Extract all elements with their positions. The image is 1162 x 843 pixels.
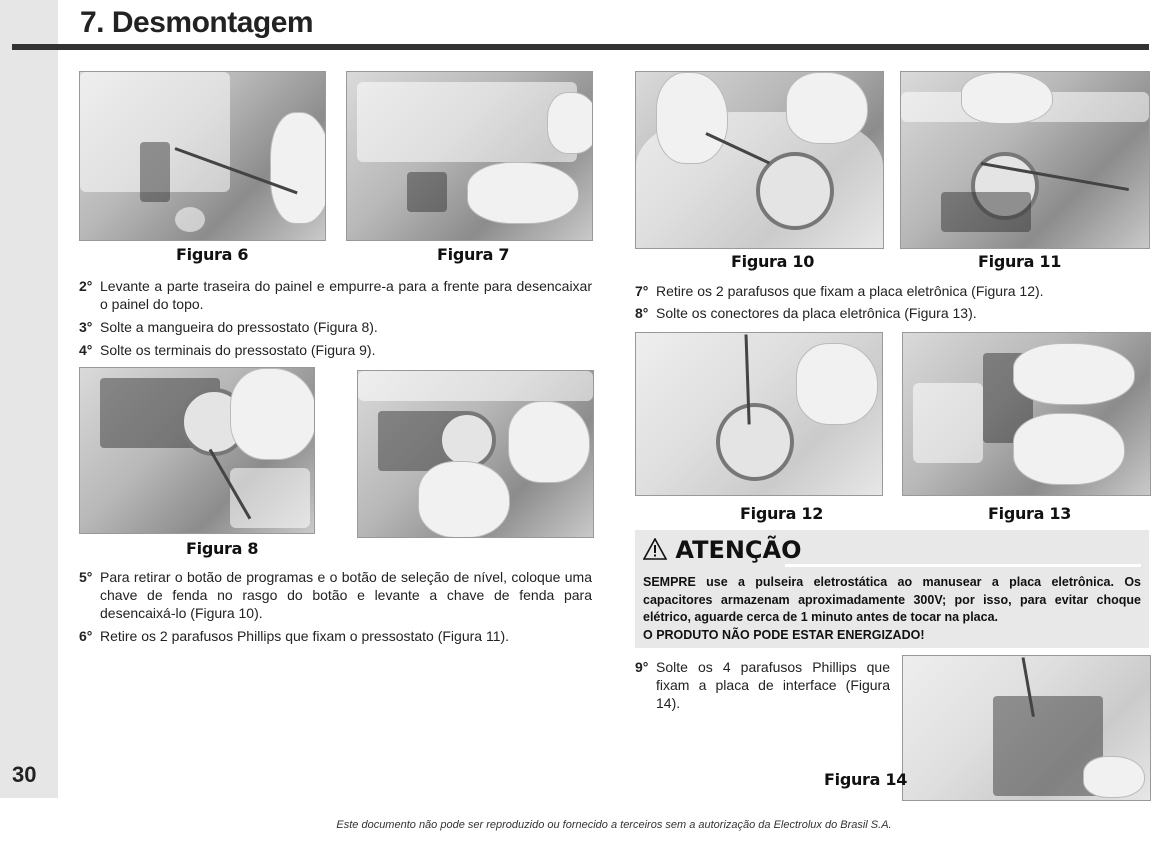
- step-8-text: Solte os conectores da placa eletrônica (Figura 13).: [656, 305, 977, 321]
- figure-8-caption: Figura 8: [186, 539, 259, 558]
- step-9-text: Solte os 4 parafusos Phillips que fixam a placa de interface (Figura 14).: [656, 659, 890, 711]
- figure-14-caption: Figura 14: [824, 770, 908, 789]
- figure-8-photo: [79, 367, 315, 534]
- figure-6-photo: [79, 71, 326, 241]
- step-5-text: Para retirar o botão de programas e o botão de seleção de nível, coloque uma chave de fenda no rasgo do botão e levante a chave de fenda para desencaixá-lo (Figura 10).: [100, 569, 592, 621]
- step-3-number: 3°: [79, 319, 93, 335]
- figure-7-photo: [346, 71, 593, 241]
- step-4: [79, 341, 592, 359]
- page-sidebar: [0, 0, 58, 798]
- step-9-number: 9°: [635, 659, 649, 675]
- figure-11-photo: [900, 71, 1150, 249]
- figure-6-caption: Figura 6: [176, 245, 249, 264]
- warning-line-2: O PRODUTO NÃO PODE ESTAR ENERGIZADO!: [643, 627, 925, 642]
- figure-12-photo: [635, 332, 883, 496]
- step-9: [635, 658, 890, 712]
- figure-12-caption: Figura 12: [740, 504, 824, 523]
- step-6: [79, 627, 592, 645]
- figure-9-photo: [357, 370, 594, 538]
- step-6-number: 6°: [79, 628, 93, 644]
- warning-box: [635, 530, 1149, 648]
- step-7-text: Retire os 2 parafusos que fixam a placa eletrônica (Figura 12).: [656, 283, 1044, 299]
- warning-title: [643, 536, 802, 564]
- step-3: [79, 318, 592, 336]
- warning-title-text: ATENÇÃO: [675, 536, 802, 564]
- figure-10-caption: Figura 10: [731, 252, 815, 271]
- figure-14-photo: [902, 655, 1151, 801]
- step-4-number: 4°: [79, 342, 93, 358]
- warning-triangle-icon: [643, 538, 667, 560]
- step-5-number: 5°: [79, 569, 93, 585]
- step-2: [79, 277, 592, 313]
- warning-line-1: SEMPRE use a pulseira eletrostática ao manusear a placa eletrônica. Os capacitores armazenam aproximadamente 300V; por isso, para evitar choque elétrico, aguarde cerca de 1 minuto antes de tocar na placa.: [643, 575, 1141, 624]
- step-8: [635, 304, 1149, 322]
- title-divider: [12, 44, 1149, 50]
- step-4-text: Solte os terminais do pressostato (Figura 9).: [100, 342, 376, 358]
- step-8-number: 8°: [635, 305, 649, 321]
- warning-divider: [785, 564, 1141, 567]
- figure-7-caption: Figura 7: [437, 245, 510, 264]
- page-title: 7. Desmontagem: [80, 6, 314, 39]
- step-5: [79, 568, 592, 622]
- figure-11-caption: Figura 11: [978, 252, 1062, 271]
- figure-13-photo: [902, 332, 1151, 496]
- step-2-number: 2°: [79, 278, 93, 294]
- page-number: 30: [12, 762, 37, 787]
- step-7: [635, 282, 1149, 300]
- warning-text: [643, 574, 1141, 644]
- step-3-text: Solte a mangueira do pressostato (Figura 8).: [100, 319, 378, 335]
- figure-10-photo: [635, 71, 884, 249]
- step-6-text: Retire os 2 parafusos Phillips que fixam o pressostato (Figura 11).: [100, 628, 510, 644]
- step-7-number: 7°: [635, 283, 649, 299]
- step-2-text: Levante a parte traseira do painel e empurre-a para a frente para desencaixar o painel do topo.: [100, 278, 592, 312]
- copyright-footer: Este documento não pode ser reproduzido ou fornecido a terceiros sem a autorização da Electrolux do Brasil S.A.: [336, 819, 892, 831]
- figure-13-caption: Figura 13: [988, 504, 1072, 523]
